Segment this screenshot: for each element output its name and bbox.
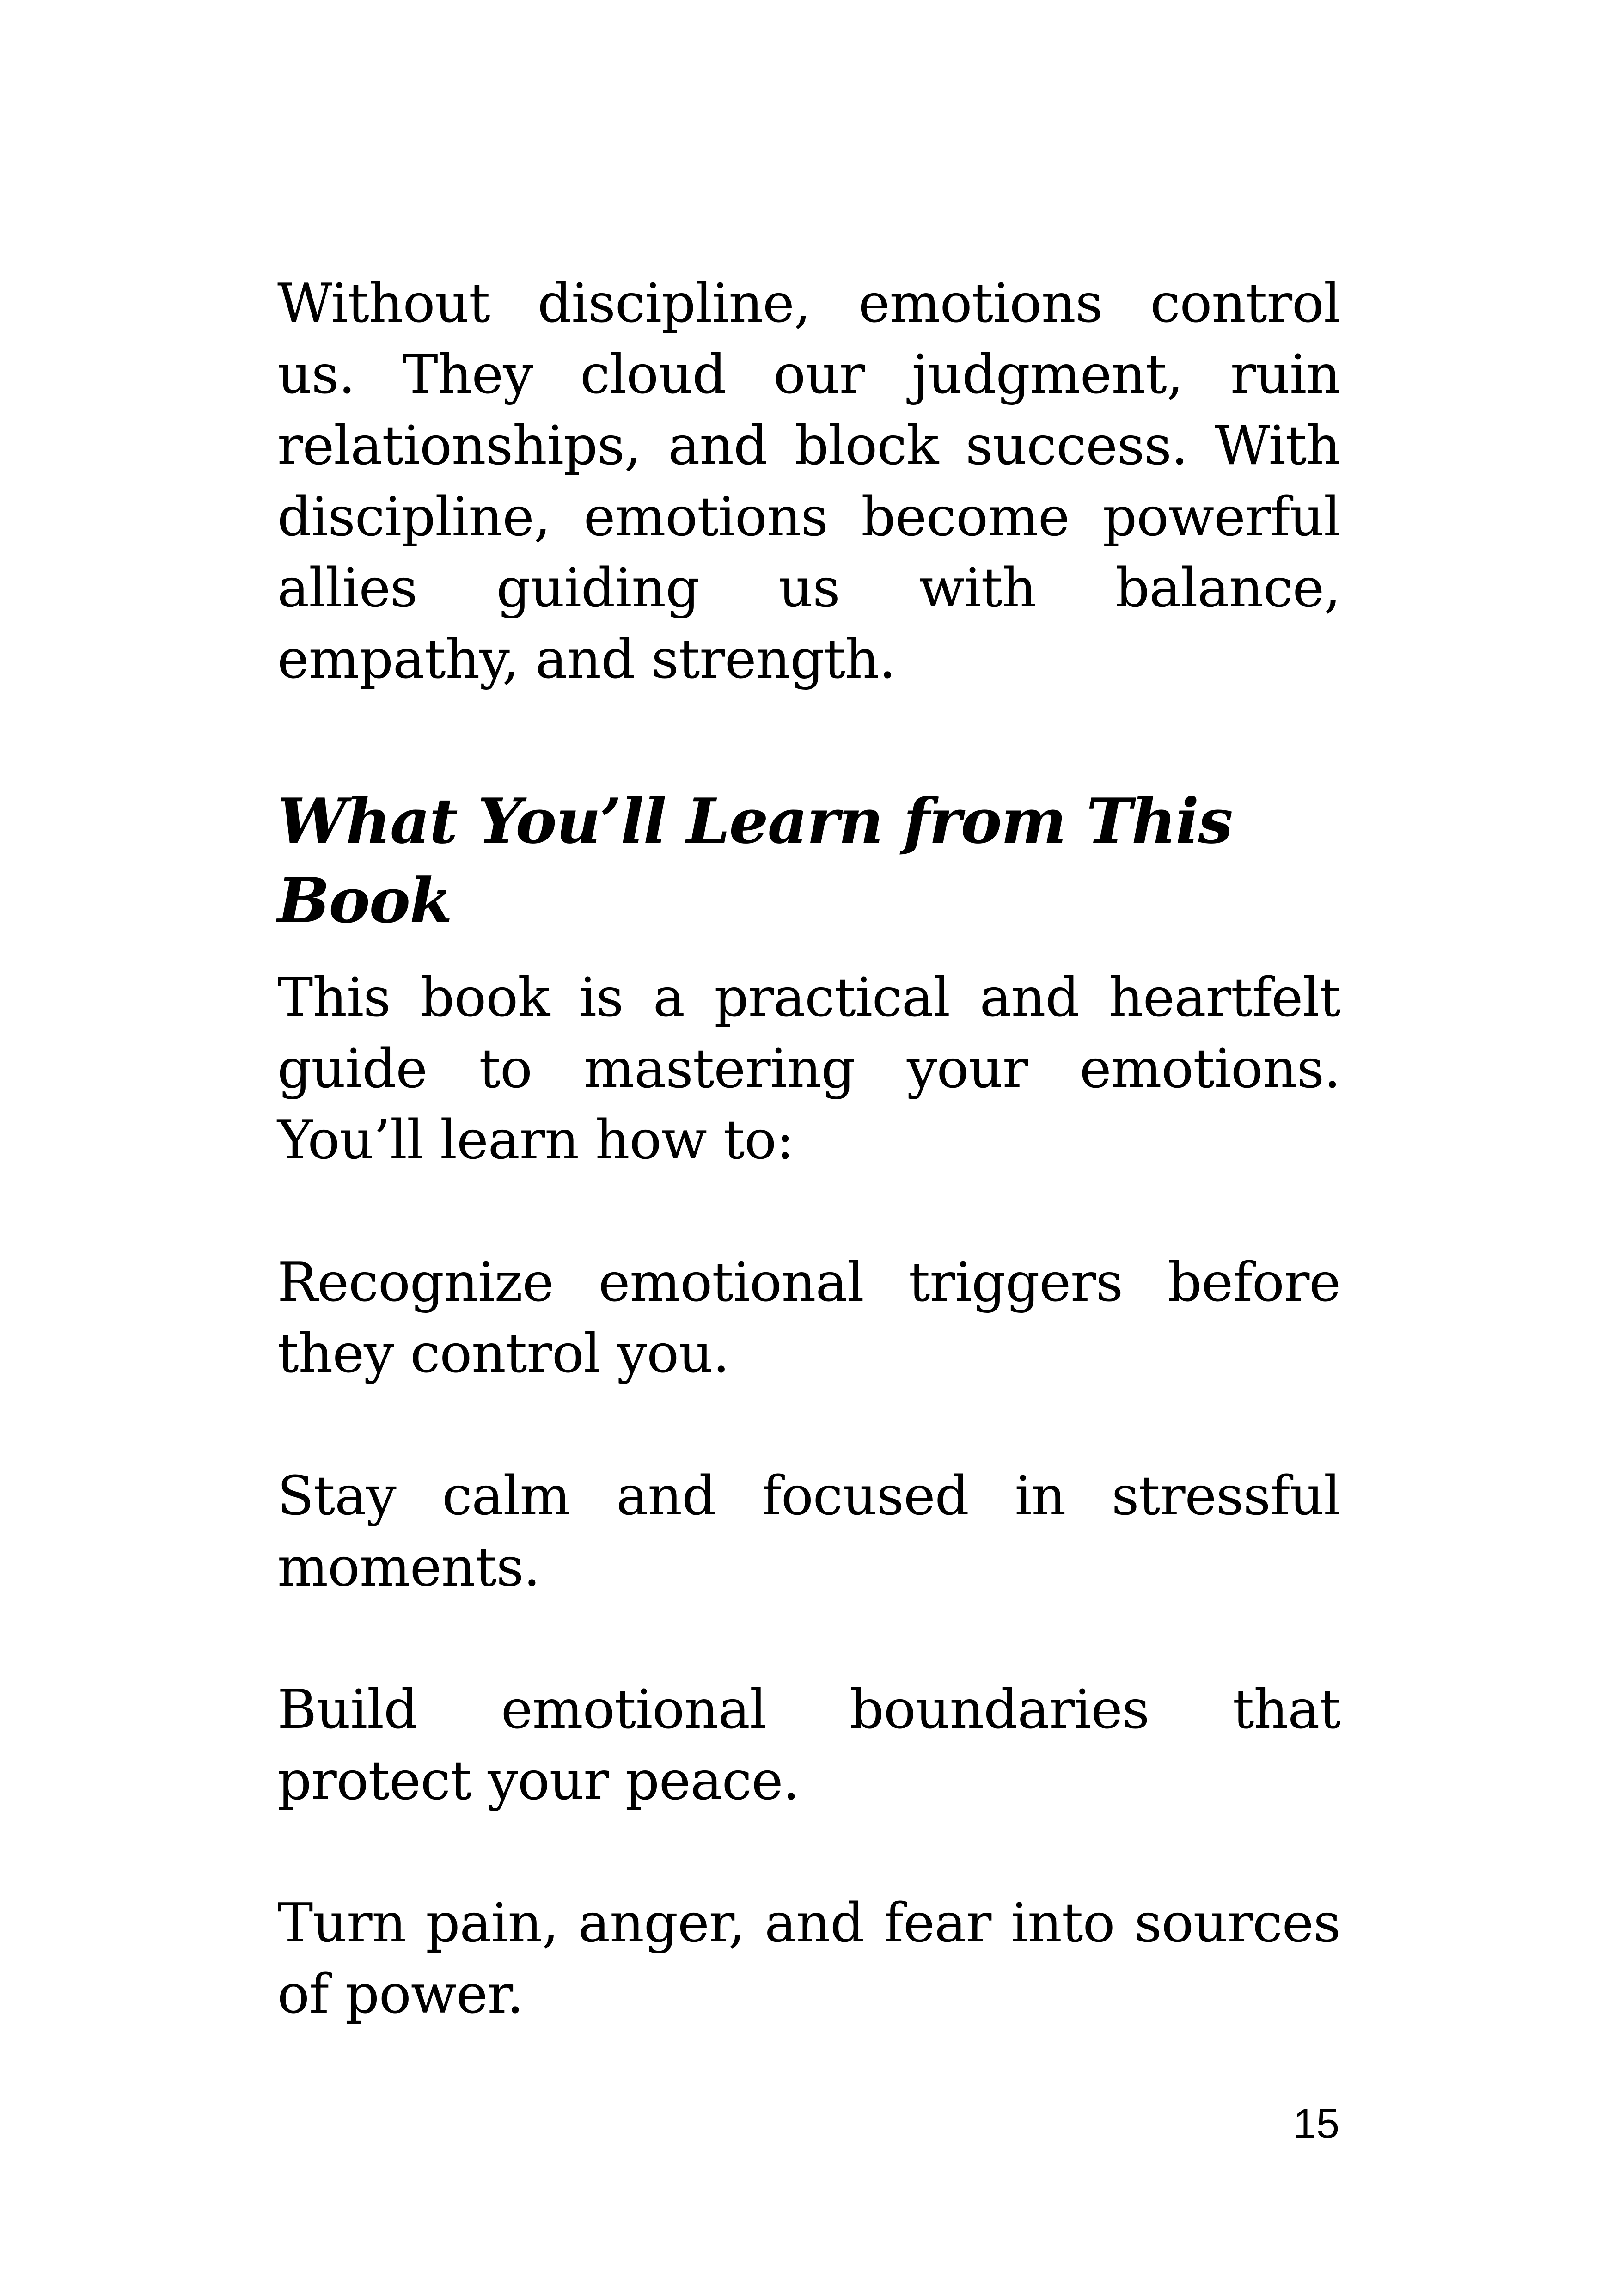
intro-paragraph: Without discipline, emotions control us. They cloud our judgment, ruin relationships, and block success. With discipline, emotions become powerful allies guiding us with balance, empathy, and strength.: [277, 272, 1340, 691]
page-content: [277, 268, 1340, 2030]
learn-item: Build emotional boundaries that protect your peace.: [277, 1678, 1340, 1812]
section-heading: What You’ll Learn from This Book: [277, 784, 1232, 937]
learn-item: Turn pain, anger, and fear into sources of power.: [277, 1892, 1340, 2026]
page-number: 15: [1293, 2101, 1339, 2147]
learn-item: Stay calm and focused in stressful moments.: [277, 1465, 1340, 1598]
lead-paragraph: This book is a practical and heartfelt guide to mastering your emotions. You’ll learn how to:: [277, 967, 1340, 1171]
learn-item: Recognize emotional triggers before they control you.: [277, 1251, 1340, 1385]
